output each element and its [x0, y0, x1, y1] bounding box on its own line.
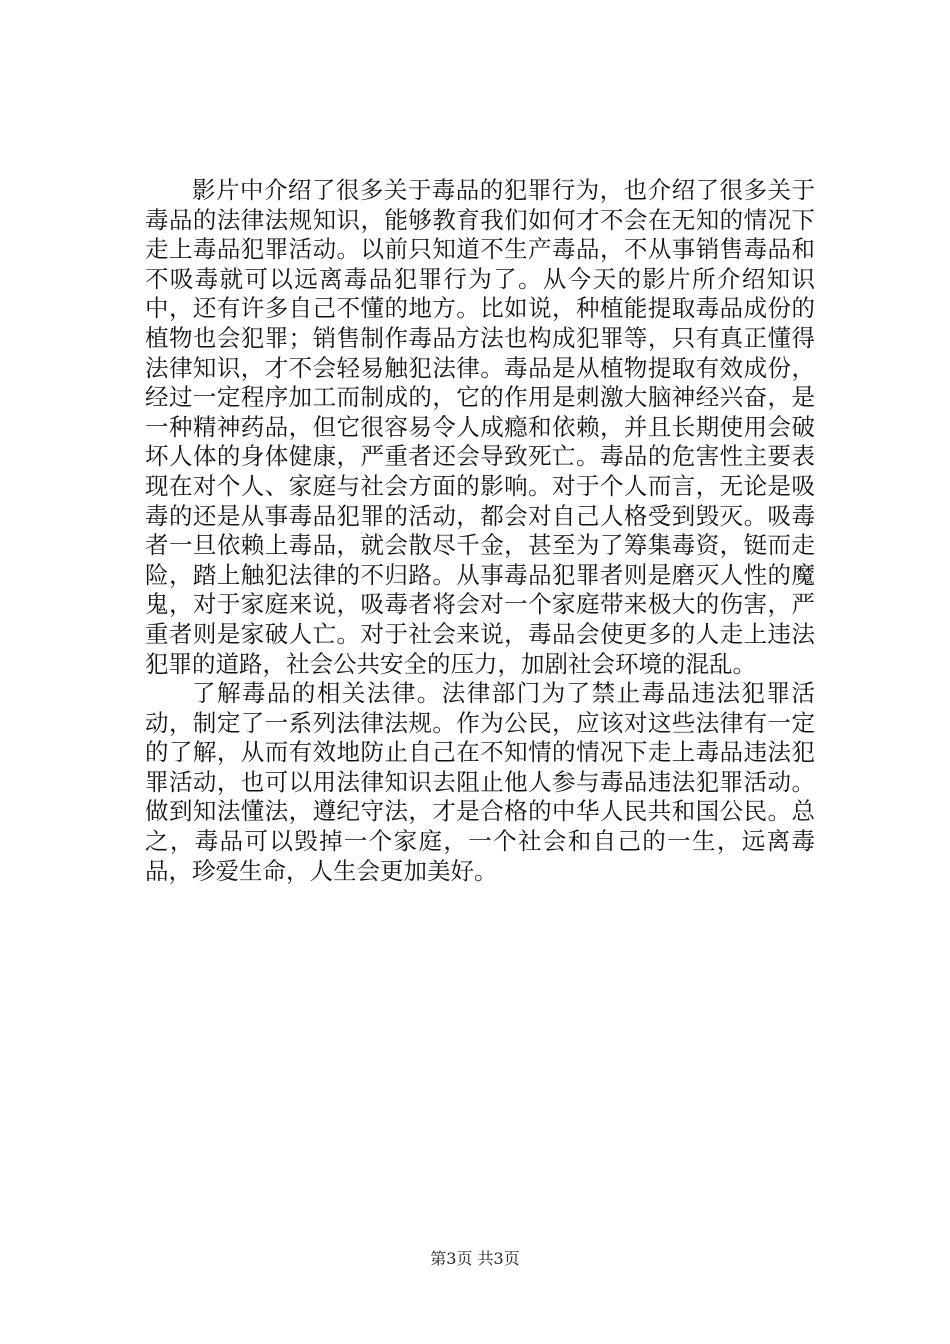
page-footer: 第3页 共3页: [430, 1249, 520, 1268]
paragraph-drug-laws: 了解毒品的相关法律。法律部门为了禁止毒品违法犯罪活动，制定了一系列法律法规。作为公民，应该对这些法律有一定的了解，从而有效地防止自己在不知情的情况下走上毒品违法犯罪活动，也可以用法律知识去阻止他人参与毒品违法犯罪活动。做到知法懂法，遵纪守法，才是合格的中华人民共和国公民。总之，毒品可以毁掉一个家庭，一个社会和自己的一生，远离毒品，珍爱生命，人生会更加美好。: [145, 679, 815, 885]
paragraph-drug-crime-effects: 影片中介绍了很多关于毒品的犯罪行为，也介绍了很多关于毒品的法律法规知识，能够教育我们如何才不会在无知的情况下走上毒品犯罪活动。以前只知道不生产毒品，不从事销售毒品和不吸毒就可以远离毒品犯罪行为了。从今天的影片所介绍知识中，还有许多自己不懂的地方。比如说，种植能提取毒品成份的植物也会犯罪；销售制作毒品方法也构成犯罪等，只有真正懂得法律知识，才不会轻易触犯法律。毒品是从植物提取有效成份，经过一定程序加工而制成的，它的作用是刺激大脑神经兴奋，是一种精神药品，但它很容易令人成瘾和依赖，并且长期使用会破坏人体的身体健康，严重者还会导致死亡。毒品的危害性主要表现在对个人、家庭与社会方面的影响。对于个人而言，无论是吸毒的还是从事毒品犯罪的活动，都会对自己人格受到毁灭。吸毒者一旦依赖上毒品，就会散尽千金，甚至为了筹集毒资，铤而走险，踏上触犯法律的不归路。从事毒品犯罪者则是磨灭人性的魔鬼，对于家庭来说，吸毒者将会对一个家庭带来极大的伤害，严重者则是家破人亡。对于社会来说，毒品会使更多的人走上违法犯罪的道路，社会公共安全的压力，加剧社会环境的混乱。: [145, 176, 815, 678]
document-body: [145, 176, 815, 886]
